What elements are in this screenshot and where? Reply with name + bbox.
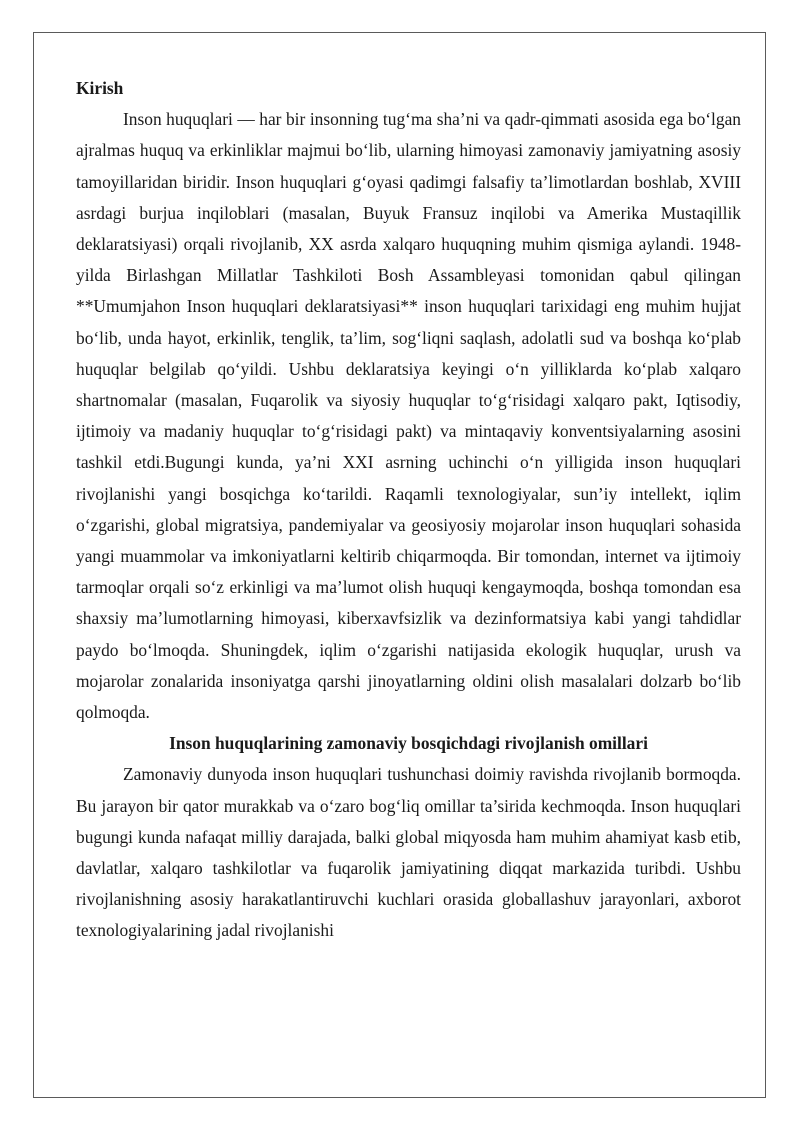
- document-body: [76, 73, 741, 947]
- intro-heading: Kirish: [76, 78, 124, 98]
- section-paragraph: Zamonaviy dunyoda inson huquqlari tushunchasi doimiy ravishda rivojlanib bormoqda. Bu jarayon bir qator murakkab va o‘zaro bog‘liq omillar ta’sirida kechmoqda. Inson huquqlari bugungi kunda nafaqat milliy darajada, balki global miqyosda ham muhim ahamiyat kasb etib, davlatlar, xalqaro tashkilotlar va fuqarolik jamiyatining diqqat markazida turibdi. Ushbu rivojlanishning asosiy harakatlantiruvchi kuchlari orasida globallashuv jarayonlari, axborot texnologiyalarining jadal rivojlanishi: [76, 764, 741, 941]
- section-heading: Inson huquqlarining zamonaviy bosqichdagi rivojlanish omillari: [169, 733, 648, 754]
- intro-paragraph: Inson huquqlari — har bir insonning tug‘ma sha’ni va qadr-qimmati asosida ega bo‘lgan ajralmas huquq va erkinliklar majmui bo‘lib, ularning himoyasi zamonaviy jamiyatning asosiy tamoyillaridan biridir. Inson huquqlari g‘oyasi qadimgi falsafiy ta’limotlardan boshlab, XVIII asrdagi burjua inqiloblari (masalan, Buyuk Fransuz inqilobi va Amerika Mustaqillik deklaratsiyasi) orqali rivojlanib, XX asrda xalqaro huquqning muhim qismiga aylandi. 1948-yilda Birlashgan Millatlar Tashkiloti Bosh Assambleyasi tomonidan qabul qilingan **Umumjahon Inson huquqlari deklaratsiyasi** inson huquqlari tarixidagi eng muhim hujjat bo‘lib, unda hayot, erkinlik, tenglik, ta’lim, sog‘liqni saqlash, adolatli sud va boshqa ko‘plab huquqlar belgilab qo‘yildi. Ushbu deklaratsiya keyingi o‘n yilliklarda ko‘plab xalqaro shartnomalar (masalan, Fuqarolik va siyosiy huquqlar to‘g‘risidagi xalqaro pakt, Iqtisodiy, ijtimoiy va madaniy huquqlar to‘g‘risidagi pakt) va mintaqaviy konventsiyalarning asosini tashkil etdi.Bugungi kunda, ya’ni XXI asrning uchinchi o‘n yilligida inson huquqlari rivojlanishi yangi bosqichga ko‘tarildi. Raqamli texnologiyalar, sun’iy intellekt, iqlim o‘zgarishi, global migratsiya, pandemiyalar va geosiyosiy mojarolar inson huquqlari sohasida yangi muammolar va imkoniyatlarni keltirib chiqarmoqda. Bir tomondan, internet va ijtimoiy tarmoqlar orqali so‘z erkinligi va ma’lumot olish huquqi kengaymoqda, boshqa tomondan esa shaxsiy ma’lumotlarning himoyasi, kiberxavfsizlik va dezinformatsiya kabi yangi tahdidlar paydo bo‘lmoqda. Shuningdek, iqlim o‘zgarishi natijasida ekologik huquqlar, urush va mojarolar zonalarida insoniyatga qarshi jinoyatlarning oldini olish masalalari dolzarb bo‘lib qolmoqda.: [76, 109, 741, 723]
